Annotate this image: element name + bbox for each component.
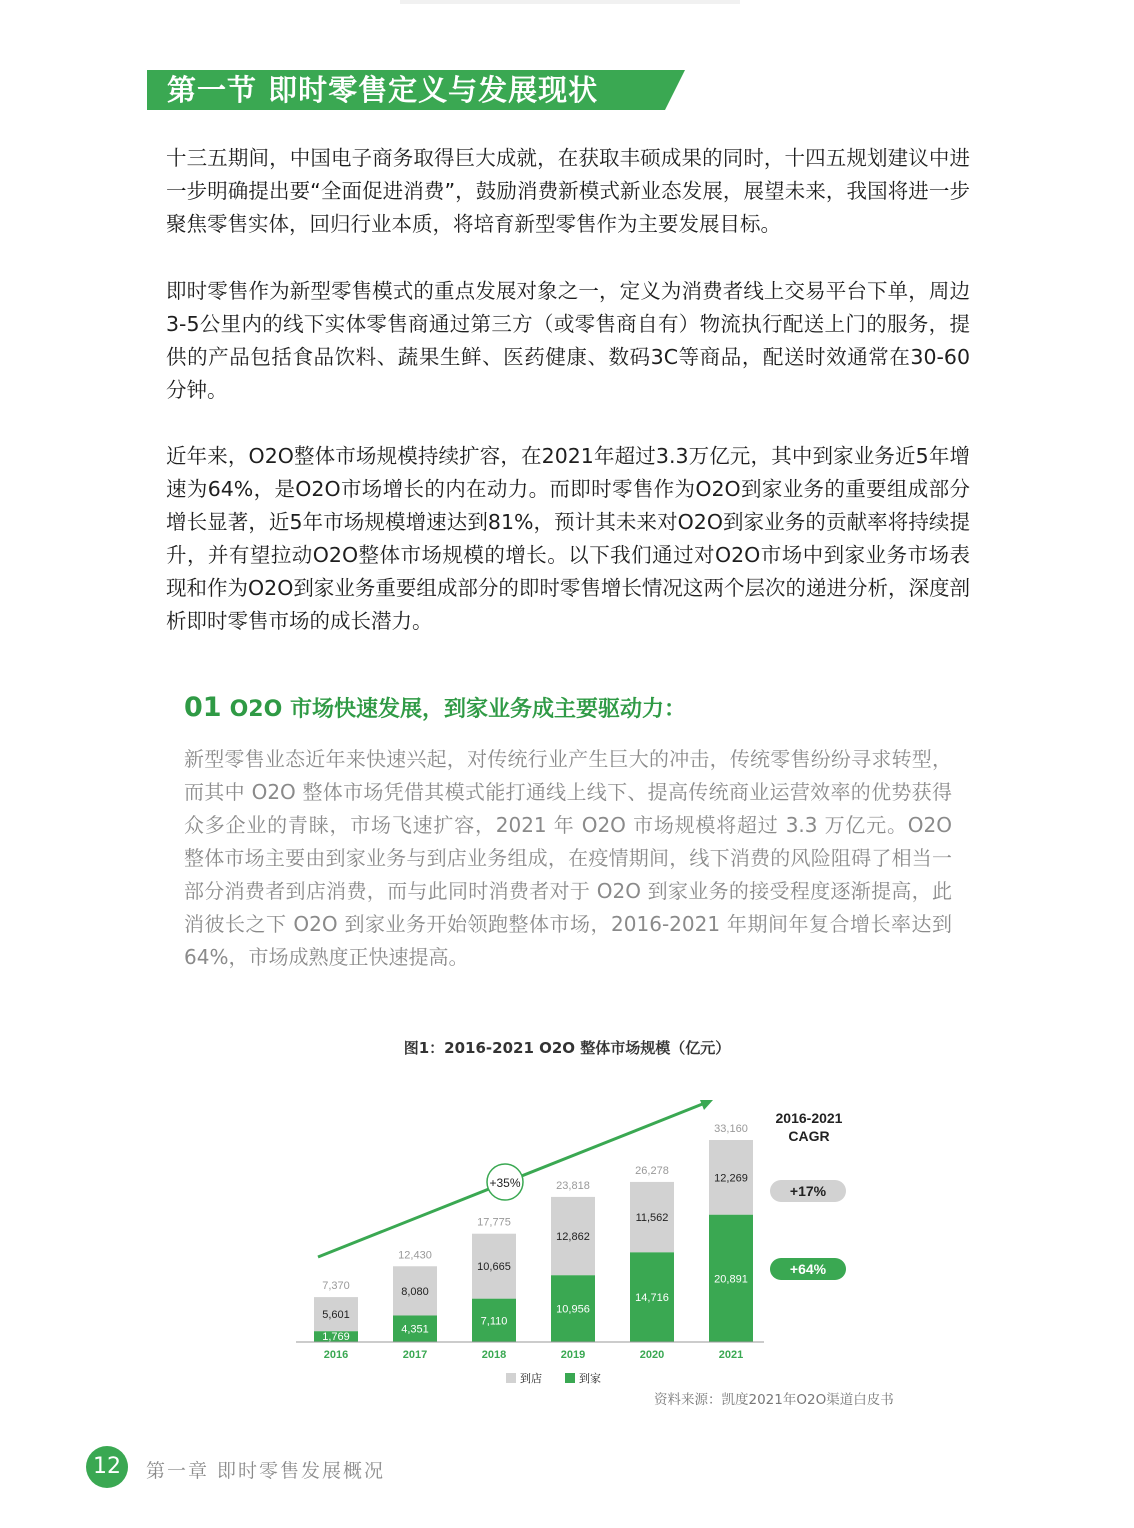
data-label-daodian-2017: 8,080 bbox=[401, 1285, 429, 1298]
data-label-daojia-2018: 7,110 bbox=[480, 1315, 508, 1328]
data-label-daojia-2020: 14,716 bbox=[635, 1292, 669, 1305]
data-label-daodian-2016: 5,601 bbox=[322, 1309, 350, 1322]
subsection-body: 新型零售业态近年来快速兴起，对传统行业产生巨大的冲击，传统零售纷纷寻求转型，而其中 O2O 整体市场凭借其模式能打通线上线下、提高传统商业运营效率的优势获得众多企业的青睐，市场飞速扩容，2021 年 O2O 市场规模将超过 3.3 万亿元。O2O 整体市场主要由到家业务与到店业务组成，在疫情期间，线下消费的风险阻碍了相当一部分消费者到店消费，而与此同时消费者对于 O2O 到家业务的接受程度逐渐提高，此消彼长之下 O2O 到家业务开始领跑整体市场，2016-2021 年期间年复合增长率达到 64%，市场成熟度正快速提高。 bbox=[184, 747, 952, 969]
tick-label-2019: 2019 bbox=[560, 1349, 586, 1361]
tick-label-2017: 2017 bbox=[402, 1349, 428, 1361]
top-edge-decoration bbox=[400, 0, 740, 4]
growth-badge-label: +35% bbox=[489, 1176, 521, 1190]
subsection-number: 01 bbox=[184, 692, 222, 723]
legend-label-0: 到店 bbox=[520, 1373, 542, 1385]
data-label-daojia-2019: 10,956 bbox=[556, 1303, 590, 1316]
intro-paragraph-1: 十三五期间，中国电子商务取得巨大成就，在获取丰硕成果的同时，十四五规划建议中进一步明确提出要“全面促进消费”，鼓励消费新模式新业态发展，展望未来，我国将进一步聚焦零售实体，回归行业本质，将培育新型零售作为主要发展目标。 bbox=[166, 146, 970, 236]
section-title: 第一节 即时零售定义与发展现状 bbox=[167, 73, 599, 107]
figure-caption: 图1：2016-2021 O2O 整体市场规模（亿元） bbox=[403, 1039, 731, 1057]
data-label-daodian-2021: 12,269 bbox=[714, 1172, 748, 1185]
cagr-title-line-0: 2016-2021 bbox=[775, 1110, 843, 1126]
source-note: 资料来源：凯度2021年O2O渠道白皮书 bbox=[654, 1392, 894, 1408]
chapter-title: 第一章 即时零售发展概况 bbox=[146, 1460, 386, 1482]
total-label-2018: 17,775 bbox=[477, 1216, 511, 1229]
data-label-daojia-2021: 20,891 bbox=[714, 1273, 748, 1286]
page-number-badge: 12 bbox=[86, 1446, 128, 1488]
data-label-daojia-2016: 1,769 bbox=[322, 1331, 350, 1343]
subsection-title: O2O 市场快速发展，到家业务成主要驱动力： bbox=[229, 697, 686, 722]
tick-label-2021: 2021 bbox=[718, 1349, 744, 1361]
total-label-2016: 7,370 bbox=[322, 1280, 350, 1293]
tick-label-2016: 2016 bbox=[323, 1349, 349, 1361]
data-label-daodian-2019: 12,862 bbox=[556, 1231, 590, 1244]
total-label-2020: 26,278 bbox=[635, 1164, 669, 1177]
data-label-daojia-2017: 4,351 bbox=[401, 1323, 429, 1336]
intro-paragraph-2: 即时零售作为新型零售模式的重点发展对象之一，定义为消费者线上交易平台下单，周边3-5公里内的线下实体零售商通过第三方（或零售商自有）物流执行配送上门的服务，提供的产品包括食品饮料、蔬果生鲜、医药健康、数码3C等商品，配送时效通常在30-60分钟。 bbox=[166, 279, 970, 402]
cagr-label-1: +64% bbox=[789, 1261, 827, 1277]
total-label-2021: 33,160 bbox=[714, 1123, 748, 1135]
tick-label-2020: 2020 bbox=[639, 1349, 665, 1361]
cagr-title-line-1: CAGR bbox=[788, 1128, 830, 1144]
total-label-2017: 12,430 bbox=[398, 1249, 432, 1262]
legend-label-1: 到家 bbox=[579, 1373, 601, 1385]
intro-paragraph-3: 近年来，O2O整体市场规模持续扩容，在2021年超过3.3万亿元，其中到家业务近5年增速为64%，是O2O市场增长的内在动力。而即时零售作为O2O到家业务的重要组成部分增长显著，近5年市场规模增速达到81%，预计其未来对O2O到家业务的贡献率将持续提升，并有望拉动O2O整体市场规模的增长。以下我们通过对O2O市场中到家业务市场表现和作为O2O到家业务重要组成部分的即时零售增长情况这两个层次的递进分析，深度剖析即时零售市场的成长潜力。 bbox=[166, 444, 970, 633]
total-label-2019: 23,818 bbox=[556, 1179, 590, 1192]
legend-swatch-1 bbox=[565, 1373, 575, 1383]
cagr-label-0: +17% bbox=[789, 1183, 827, 1199]
data-label-daodian-2018: 10,665 bbox=[477, 1261, 511, 1274]
subsection-heading bbox=[184, 692, 686, 723]
data-label-daodian-2020: 11,562 bbox=[635, 1212, 669, 1225]
tick-label-2018: 2018 bbox=[481, 1349, 507, 1361]
section-banner bbox=[147, 70, 685, 110]
legend-swatch-0 bbox=[506, 1373, 516, 1383]
o2o-market-chart bbox=[280, 1090, 880, 1390]
